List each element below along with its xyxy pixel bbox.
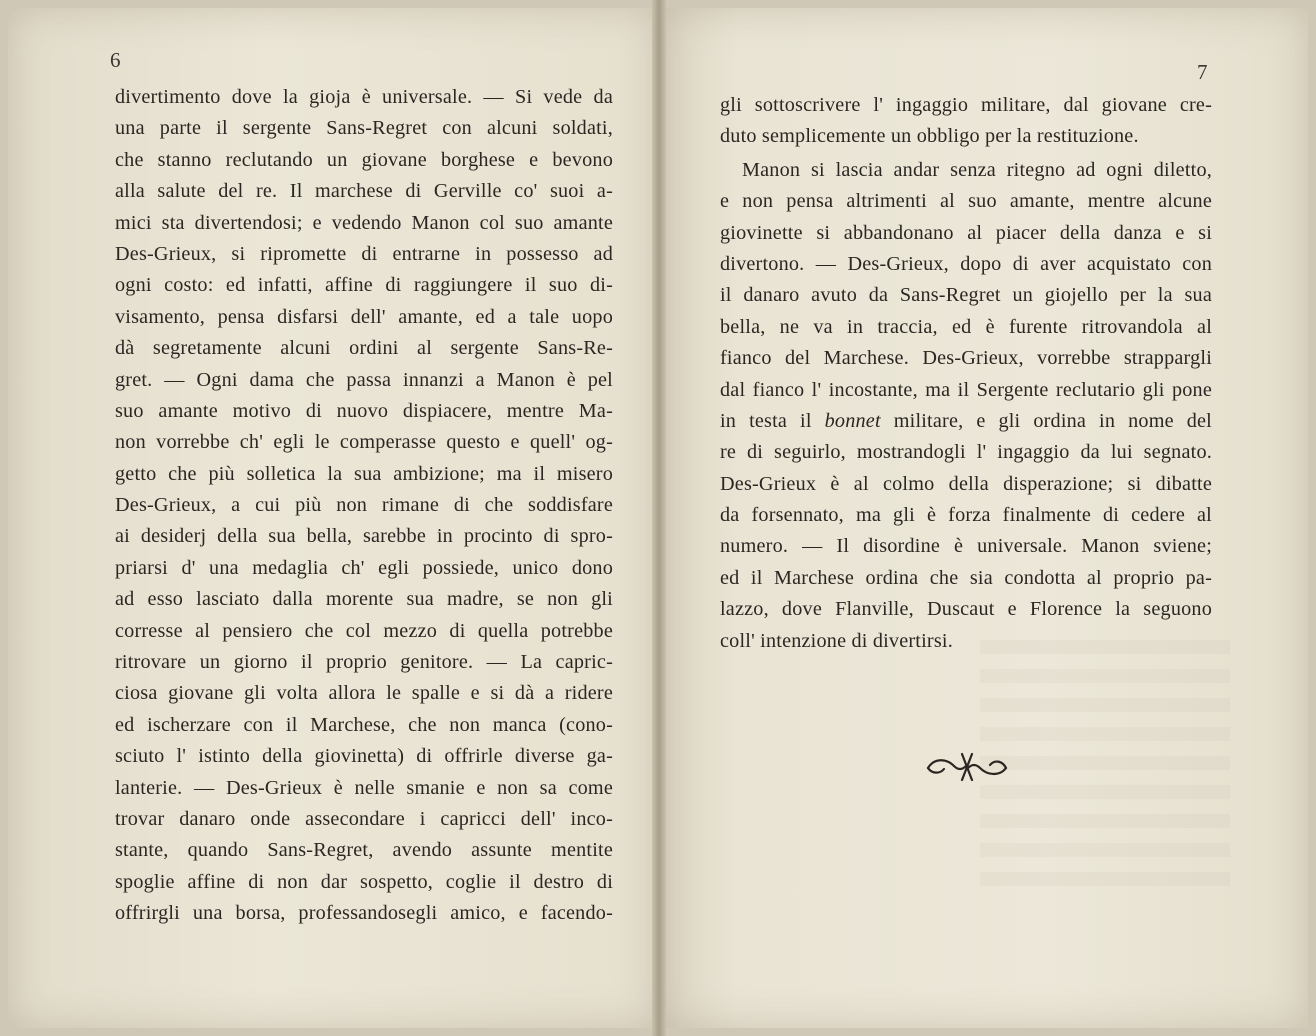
left-page-text: [115, 82, 613, 930]
text-line: corresse al pensiero che col mezzo di quella potrebbe: [115, 619, 613, 642]
text-line: offrirgli una borsa, professandosegli amico, e facendo-: [115, 902, 613, 925]
text-line: ritrovare un giorno il proprio genitore. — La capric-: [115, 651, 613, 674]
text-line: gli sottoscrivere l' ingaggio militare, dal giovane cre-: [720, 94, 1212, 116]
text-line: Manon si lascia andar senza ritegno ad ogni diletto,: [742, 158, 1212, 181]
text-line: lazzo, dove Flanville, Duscaut e Florence la seguono: [720, 598, 1212, 621]
text-line: in testa il bonnet militare, e gli ordina in nome del: [720, 409, 1212, 432]
right-page-text: [720, 90, 1212, 657]
page-number-left: 6: [110, 48, 121, 72]
text-line: mici sta divertendosi; e vedendo Manon col suo amante: [115, 211, 613, 234]
text-line: sciuto l' istinto della giovinetta) di offrirle diverse ga-: [115, 745, 613, 768]
text-line: il danaro avuto da Sans-Regret un giojello per la sua: [720, 284, 1212, 307]
page-number-right: 7: [1197, 60, 1208, 84]
text-line: Des-Grieux, a cui più non rimane di che soddisfare: [115, 494, 613, 517]
text-line: dal fianco l' incostante, ma il Sergente reclutario gli pone: [720, 378, 1212, 401]
text-line: da forsennato, ma gli è forza finalmente di cedere al: [720, 504, 1212, 527]
text-line: una parte il sergente Sans-Regret con alcuni soldati,: [115, 117, 613, 140]
text-line: non vorrebbe ch' egli le comperasse questo e quell' og-: [115, 431, 613, 454]
text-line: lanterie. — Des-Grieux è nelle smanie e non sa come: [115, 776, 613, 799]
text-line: alla salute del re. Il marchese di Gerville co' suoi a-: [115, 180, 613, 203]
text-line: ad esso lasciato dalla morente sua madre, se non gli: [115, 588, 613, 611]
text-line: spoglie affine di non dar sospetto, coglie il destro di: [115, 870, 613, 893]
text-line: divertimento dove la gioja è universale. — Si vede da: [115, 86, 613, 108]
text-line: ogni costo: ed infatti, affine di raggiungere il suo di-: [115, 274, 613, 297]
text-line: Des-Grieux è al colmo della disperazione; si dibatte: [720, 472, 1212, 495]
book-gutter: [652, 0, 666, 1036]
text-line: visamento, pensa disfarsi dell' amante, ed a tale uopo: [115, 305, 613, 328]
text-line: ed il Marchese ordina che sia condotta al proprio pa-: [720, 566, 1212, 589]
text-line: ciosa giovane gli volta allora le spalle e si dà a ridere: [115, 682, 613, 705]
text-line: ed ischerzare con il Marchese, che non manca (cono-: [115, 713, 613, 736]
text-line: trovar danaro onde assecondare i capricci dell' inco-: [115, 807, 613, 830]
text-line: e non pensa altrimenti al suo amante, mentre alcune: [720, 190, 1212, 213]
text-line: stante, quando Sans-Regret, avendo assunte mentite: [115, 839, 613, 862]
italic-word: bonnet: [824, 409, 881, 432]
text-line: coll' intenzione di divertirsi.: [720, 629, 953, 652]
text-line: priarsi d' una medaglia ch' egli possiede, unico dono: [115, 556, 613, 579]
text-line: bella, ne va in traccia, ed è furente ritrovandola al: [720, 315, 1212, 338]
text-line: getto che più solletica la sua ambizione; ma il misero: [115, 462, 613, 485]
text-line: suo amante motivo di nuovo dispiacere, mentre Ma-: [115, 399, 613, 422]
text-line: re di seguirlo, mostrandogli l' ingaggio da lui segnato.: [720, 441, 1212, 464]
text-line: giovinette si abbandonano al piacer della danza e si: [720, 221, 1212, 244]
text-line: Des-Grieux, si ripromette di entrarne in possesso ad: [115, 242, 613, 265]
tailpiece-ornament-icon: [924, 748, 1010, 784]
text-line: gret. — Ogni dama che passa innanzi a Manon è pel: [115, 368, 613, 391]
text-line: che stanno reclutando un giovane borghese e bevono: [115, 148, 613, 171]
text-line: divertono. — Des-Grieux, dopo di aver acquistato con: [720, 252, 1212, 275]
text-line: dà segretamente alcuni ordini al sergente Sans-Re-: [115, 337, 613, 360]
text-line: ai desiderj della sua bella, sarebbe in procinto di spro-: [115, 525, 613, 548]
text-line: numero. — Il disordine è universale. Manon sviene;: [720, 535, 1212, 558]
text-line: fianco del Marchese. Des-Grieux, vorrebbe strappargli: [720, 347, 1212, 370]
text-line: duto semplicemente un obbligo per la restituzione.: [720, 125, 1139, 148]
